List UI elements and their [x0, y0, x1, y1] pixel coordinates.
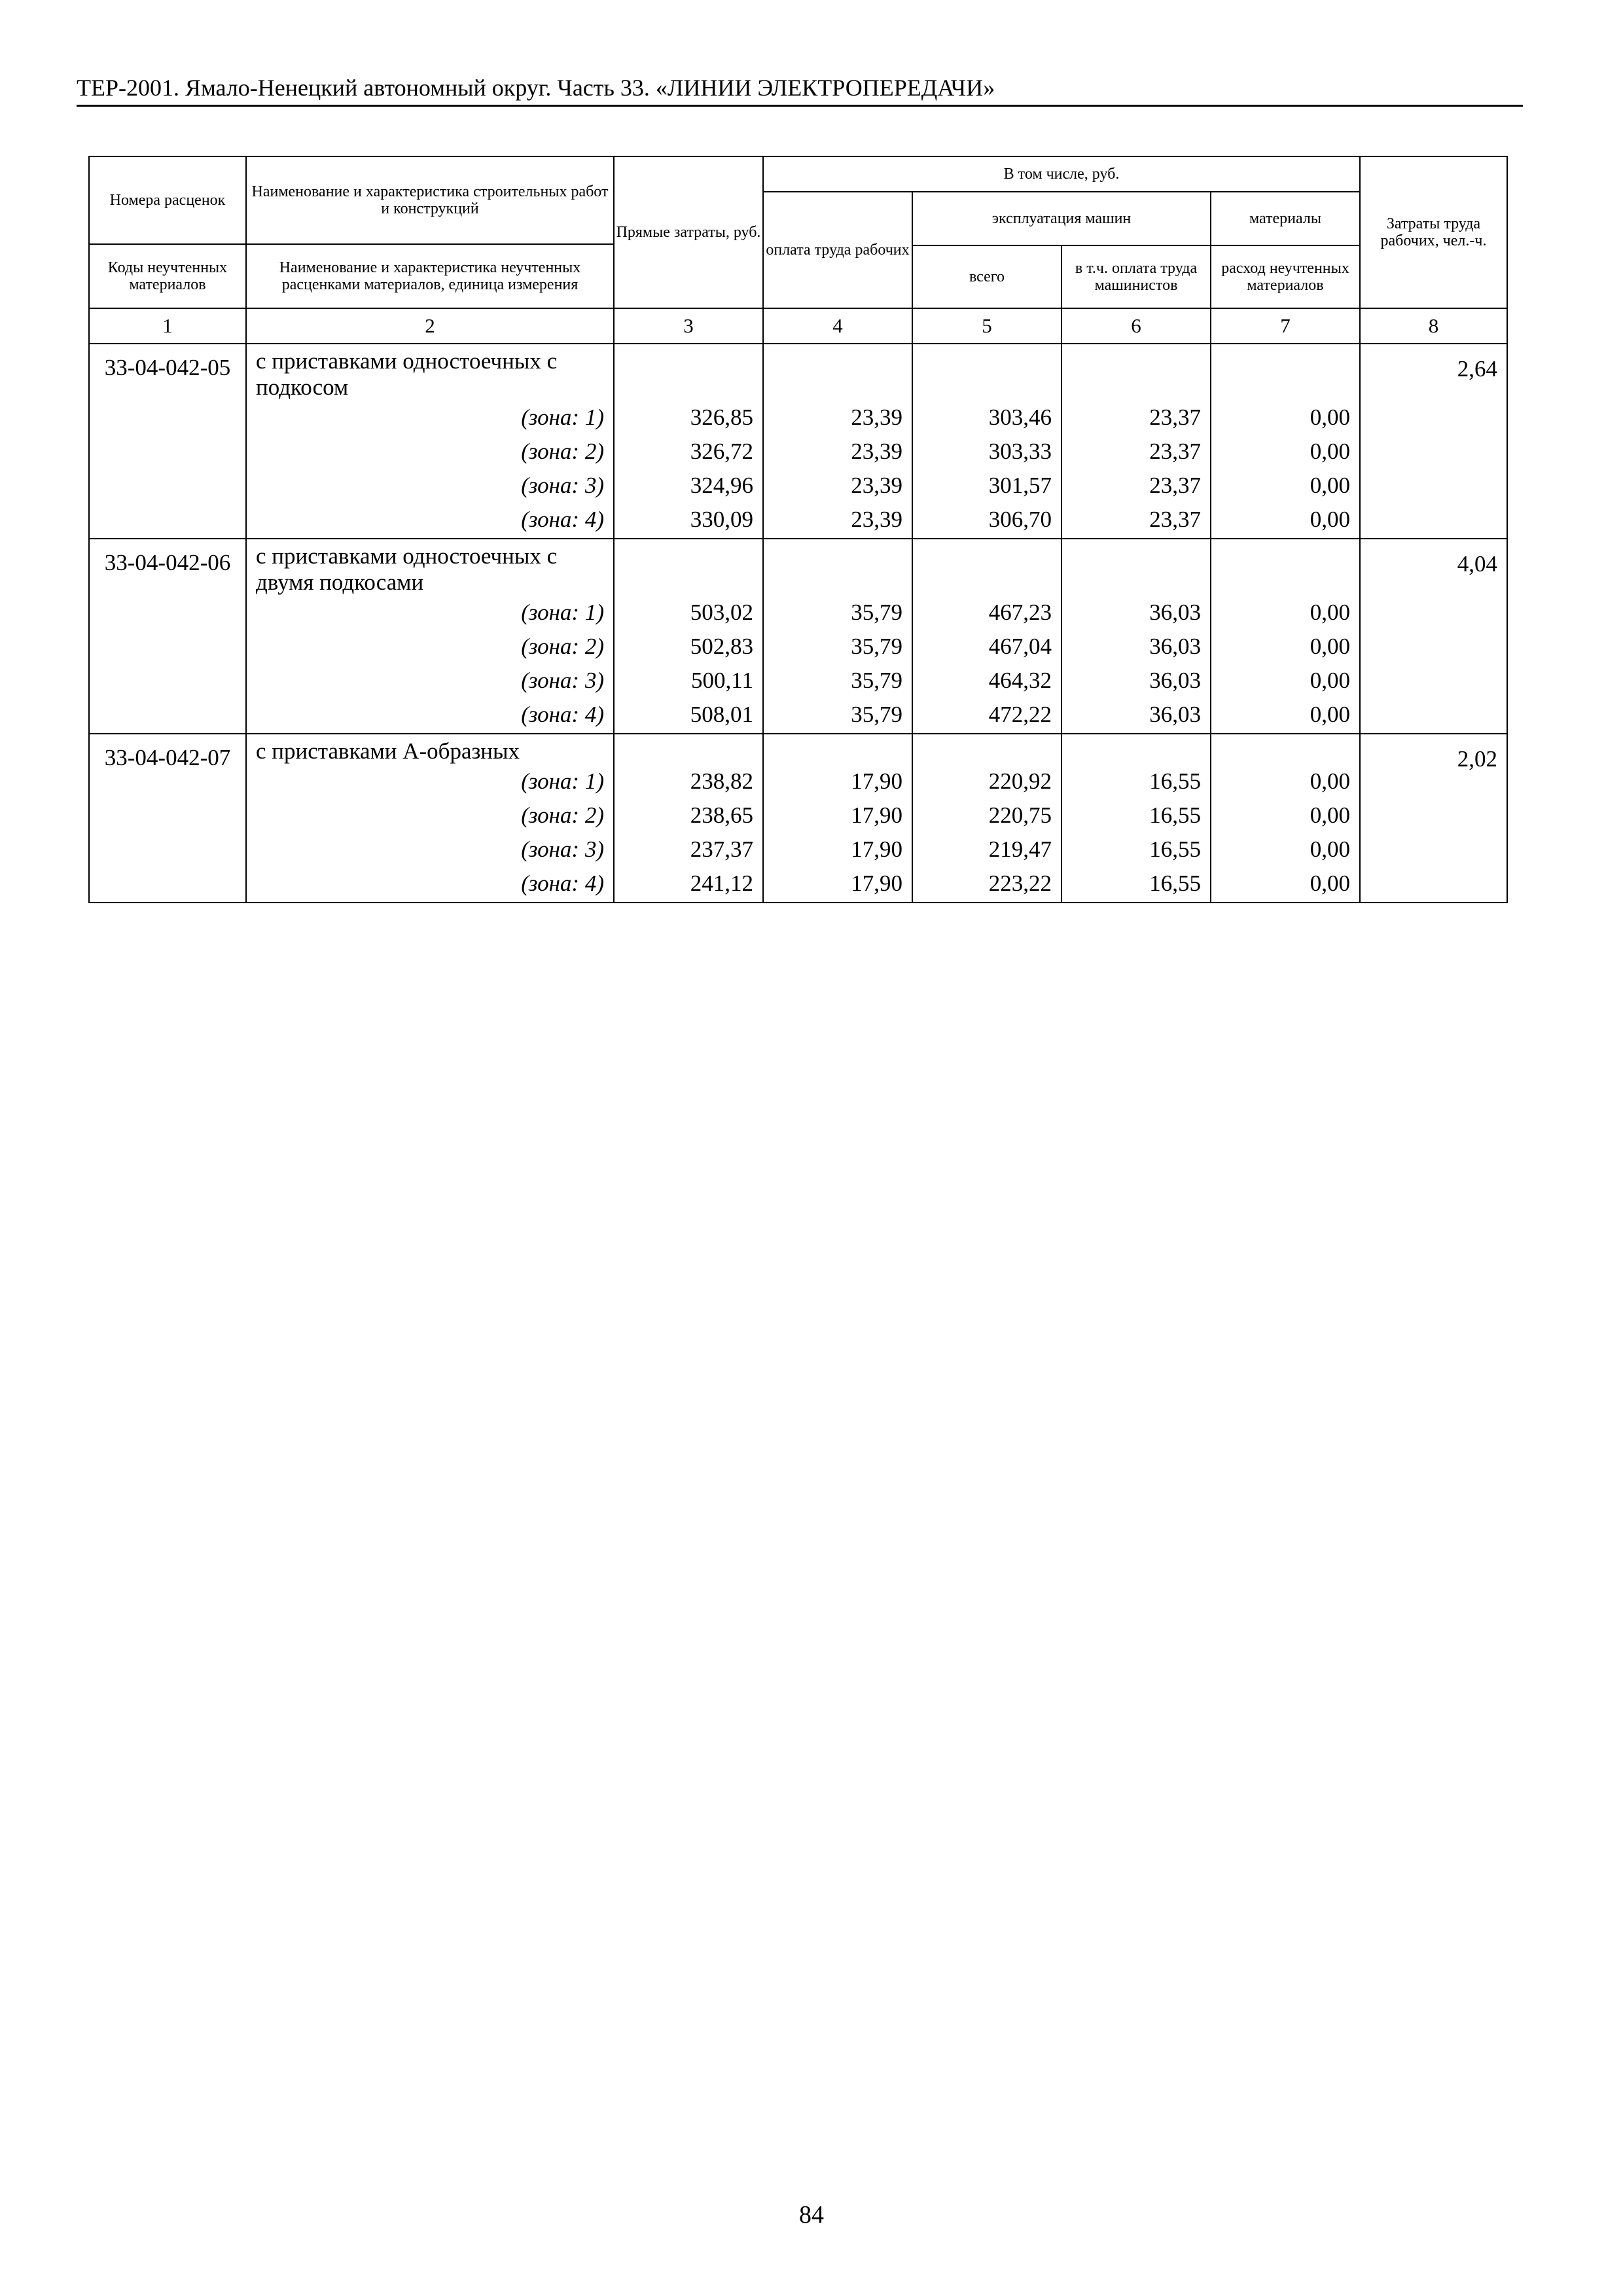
column-number: 6 — [1061, 308, 1211, 344]
machine-total-value: 303,33 — [988, 439, 1052, 464]
column-number: 2 — [246, 308, 614, 344]
zone-label: (зона: 2) — [521, 634, 604, 659]
column-number: 1 — [89, 308, 246, 344]
operator-pay-value: 36,03 — [1149, 600, 1201, 625]
header-direct-costs: Прямые затраты, руб. — [614, 156, 763, 308]
rate-description — [246, 734, 614, 903]
worker-pay-value: 35,79 — [851, 600, 902, 625]
rate-title-line: с приставками одностоечных с — [256, 543, 558, 569]
machine-total-value: 219,47 — [988, 836, 1052, 862]
machine-total-value: 472,22 — [988, 702, 1052, 727]
machine-total-value: 223,22 — [988, 870, 1052, 896]
operator-pay-cell — [1061, 539, 1211, 734]
operator-pay-value: 36,03 — [1149, 702, 1201, 727]
labor-costs-value: 2,02 — [1360, 734, 1507, 903]
column-number-row — [89, 308, 1507, 344]
worker-pay-value: 35,79 — [851, 702, 902, 727]
rate-title-line: двумя подкосами — [256, 569, 424, 595]
worker-pay-value: 35,79 — [851, 634, 902, 659]
machine-total-cell — [912, 344, 1061, 539]
machine-total-value: 467,04 — [988, 634, 1052, 659]
page-number: 84 — [799, 2201, 824, 2229]
machine-total-cell — [912, 734, 1061, 903]
zone-label: (зона: 2) — [521, 439, 604, 464]
machine-total-value: 306,70 — [988, 507, 1052, 532]
header-worker-pay: оплата труда рабочих — [763, 192, 912, 308]
header-unaccounted-materials: расход неучтенных материалов — [1211, 245, 1360, 308]
materials-cell — [1211, 344, 1360, 539]
header-machine-total: всего — [912, 245, 1061, 308]
rate-title-line: подкосом — [256, 374, 349, 400]
direct-costs-value: 500,11 — [691, 668, 753, 693]
direct-costs-value: 241,12 — [690, 870, 753, 896]
direct-costs-value: 326,72 — [690, 439, 753, 464]
direct-costs-value: 324,96 — [690, 473, 753, 498]
materials-value: 0,00 — [1310, 473, 1350, 498]
direct-costs-cell — [614, 734, 763, 903]
direct-costs-value: 326,85 — [690, 404, 753, 430]
materials-cell — [1211, 734, 1360, 903]
running-header: ТЕР-2001. Ямало-Ненецкий автономный округ. Часть 33. «ЛИНИИ ЭЛЕКТРОПЕРЕДАЧИ» — [77, 73, 1523, 107]
operator-pay-value: 23,37 — [1149, 404, 1201, 430]
worker-pay-value: 23,39 — [851, 439, 902, 464]
rates-table — [88, 156, 1508, 903]
zone-label: (зона: 4) — [521, 507, 604, 532]
worker-pay-value: 17,90 — [851, 836, 902, 862]
zone-label: (зона: 3) — [521, 668, 604, 693]
operator-pay-value: 16,55 — [1149, 768, 1201, 794]
direct-costs-value: 503,02 — [690, 600, 753, 625]
operator-pay-value: 23,37 — [1149, 507, 1201, 532]
operator-pay-value: 23,37 — [1149, 439, 1201, 464]
operator-pay-value: 16,55 — [1149, 802, 1201, 828]
operator-pay-cell — [1061, 734, 1211, 903]
zone-label: (зона: 3) — [521, 836, 604, 862]
header-including: В том числе, руб. — [763, 156, 1360, 192]
materials-value: 0,00 — [1310, 702, 1350, 727]
table-row — [89, 734, 1507, 903]
labor-costs-value: 2,64 — [1360, 344, 1507, 539]
machine-total-value: 464,32 — [988, 668, 1052, 693]
header-material-name: Наименование и характеристика неучтенных расценками материалов, единица измерения — [246, 244, 614, 308]
materials-value: 0,00 — [1310, 600, 1350, 625]
materials-value: 0,00 — [1310, 768, 1350, 794]
zone-label: (зона: 1) — [521, 768, 604, 794]
zone-label: (зона: 2) — [521, 802, 604, 828]
rate-code: 33-04-042-07 — [89, 734, 246, 903]
table-row — [89, 539, 1507, 734]
rate-title-line: с приставками одностоечных с — [256, 348, 558, 374]
worker-pay-value: 17,90 — [851, 870, 902, 896]
machine-total-cell — [912, 539, 1061, 734]
zone-label: (зона: 4) — [521, 870, 604, 896]
column-number: 7 — [1211, 308, 1360, 344]
rate-description — [246, 344, 614, 539]
materials-value: 0,00 — [1310, 404, 1350, 430]
zone-label: (зона: 1) — [521, 600, 604, 625]
machine-total-value: 220,92 — [988, 768, 1052, 794]
direct-costs-value: 502,83 — [690, 634, 753, 659]
materials-value: 0,00 — [1310, 634, 1350, 659]
zone-label: (зона: 4) — [521, 702, 604, 727]
rate-code: 33-04-042-05 — [89, 344, 246, 539]
worker-pay-value: 23,39 — [851, 473, 902, 498]
header-operator-pay: в т.ч. оплата труда машинистов — [1061, 245, 1211, 308]
operator-pay-value: 16,55 — [1149, 870, 1201, 896]
operator-pay-value: 16,55 — [1149, 836, 1201, 862]
header-labor-costs: Затраты труда рабочих, чел.-ч. — [1360, 156, 1507, 308]
header-materials: материалы — [1211, 192, 1360, 245]
direct-costs-value: 237,37 — [690, 836, 753, 862]
column-number: 8 — [1360, 308, 1507, 344]
column-number: 3 — [614, 308, 763, 344]
direct-costs-value: 508,01 — [690, 702, 753, 727]
materials-value: 0,00 — [1310, 802, 1350, 828]
direct-costs-value: 330,09 — [690, 507, 753, 532]
header-rate-numbers: Номера расценок — [89, 156, 246, 244]
worker-pay-value: 23,39 — [851, 507, 902, 532]
direct-costs-value: 238,82 — [690, 768, 753, 794]
materials-value: 0,00 — [1310, 870, 1350, 896]
materials-cell — [1211, 539, 1360, 734]
header-work-name: Наименование и характеристика строительных работ и конструкций — [246, 156, 614, 244]
operator-pay-value: 23,37 — [1149, 473, 1201, 498]
materials-value: 0,00 — [1310, 439, 1350, 464]
machine-total-value: 303,46 — [988, 404, 1052, 430]
header-material-codes: Коды неучтенных материалов — [89, 244, 246, 308]
worker-pay-cell — [763, 734, 912, 903]
zone-label: (зона: 3) — [521, 473, 604, 498]
machine-total-value: 220,75 — [988, 802, 1052, 828]
rate-title-line: с приставками А-образных — [256, 738, 520, 764]
column-number: 4 — [763, 308, 912, 344]
direct-costs-value: 238,65 — [690, 802, 753, 828]
operator-pay-value: 36,03 — [1149, 634, 1201, 659]
table-row — [89, 344, 1507, 539]
zone-label: (зона: 1) — [521, 404, 604, 430]
operator-pay-value: 36,03 — [1149, 668, 1201, 693]
rate-code: 33-04-042-06 — [89, 539, 246, 734]
materials-value: 0,00 — [1310, 836, 1350, 862]
worker-pay-value: 23,39 — [851, 404, 902, 430]
column-number: 5 — [912, 308, 1061, 344]
materials-value: 0,00 — [1310, 668, 1350, 693]
operator-pay-cell — [1061, 344, 1211, 539]
worker-pay-value: 35,79 — [851, 668, 902, 693]
machine-total-value: 467,23 — [988, 600, 1052, 625]
labor-costs-value: 4,04 — [1360, 539, 1507, 734]
machine-total-value: 301,57 — [988, 473, 1052, 498]
direct-costs-cell — [614, 539, 763, 734]
rate-description — [246, 539, 614, 734]
header-machine-operation: эксплуатация машин — [912, 192, 1211, 245]
materials-value: 0,00 — [1310, 507, 1350, 532]
worker-pay-value: 17,90 — [851, 768, 902, 794]
worker-pay-cell — [763, 539, 912, 734]
worker-pay-cell — [763, 344, 912, 539]
worker-pay-value: 17,90 — [851, 802, 902, 828]
direct-costs-cell — [614, 344, 763, 539]
